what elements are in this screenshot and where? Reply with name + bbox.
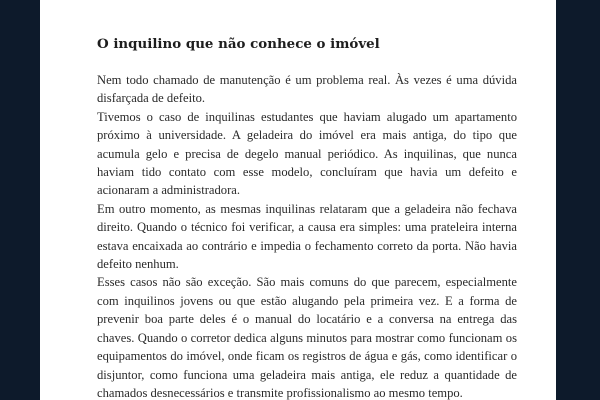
article-body (97, 71, 517, 400)
article-title: O inquilino que não conhece o imóvel (97, 36, 380, 52)
paragraph-4: Esses casos não são exceção. São mais comuns do que parecem, especialmente com inquilinos jovens ou que estão alugando pela primeira vez. E a forma de prevenir boa parte deles é o manual do locatário e a conversa na entrega das chaves. Quando o corretor dedica alguns minutos para mostrar como funcionam os equipamentos do imóvel, onde ficam os registros de água e gás, como identificar o disjuntor, como funciona uma geladeira mais antiga, ele reduz a quantidade de chamados desnecessários e transmite profissionalismo ao mesmo tempo. (97, 275, 517, 400)
document-page (40, 0, 556, 400)
paragraph-3: Em outro momento, as mesmas inquilinas relataram que a geladeira não fechava direito. Quando o técnico foi verificar, a causa era simples: uma prateleira interna estava encaixada ao contrário e impedia o fechamento correto da porta. Não havia defeito nenhum. (97, 201, 517, 272)
paragraph-2: Tivemos o caso de inquilinas estudantes que haviam alugado um apartamento próximo à universidade. A geladeira do imóvel era mais antiga, do tipo que acumula gelo e precisa de degelo manual periódico. As inquilinas, que nunca haviam tido contato com esse modelo, concluíram que havia um defeito e acionaram a administradora. (97, 109, 517, 198)
paragraph-1: Nem todo chamado de manutenção é um problema real. Às vezes é uma dúvida disfarçada de defeito. (97, 73, 517, 106)
